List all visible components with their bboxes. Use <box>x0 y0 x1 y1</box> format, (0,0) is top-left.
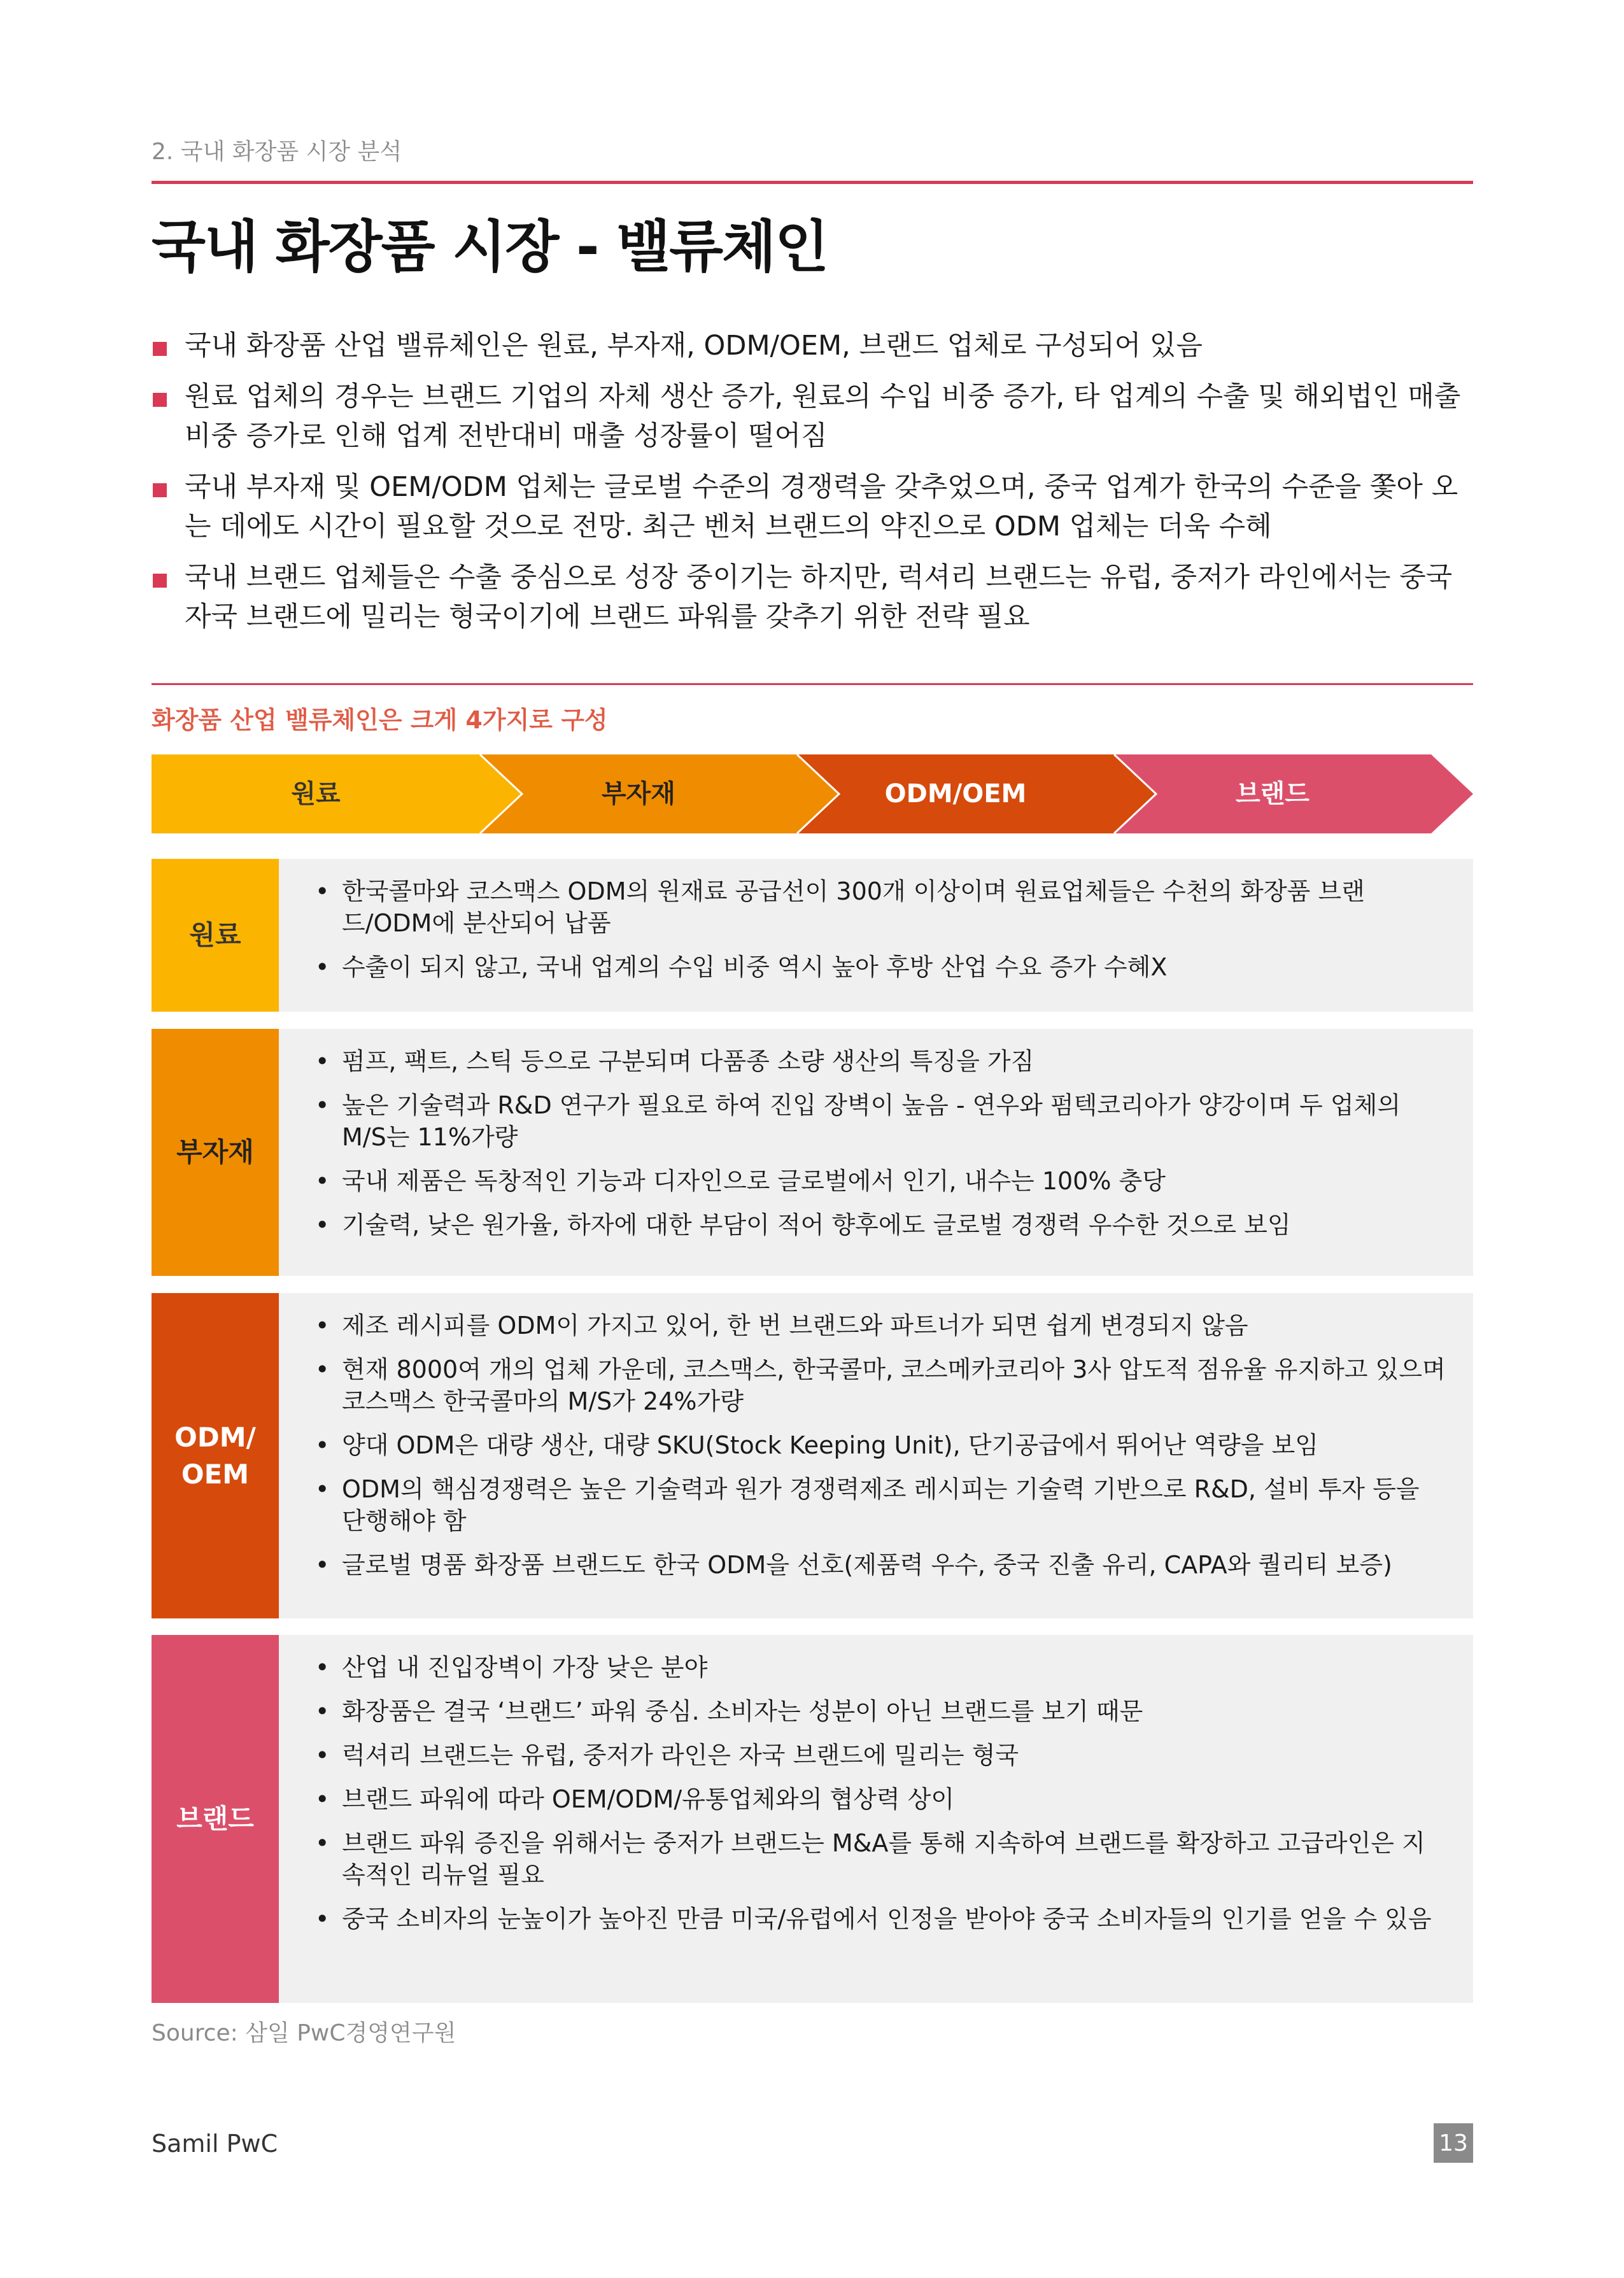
page-title: 국내 화장품 시장 - 밸류체인 <box>152 214 828 279</box>
square-bullet-icon <box>153 483 167 497</box>
list-item: • 한국콜마와 코스맥스 ODM의 원재료 공급선이 300개 이상이며 원료업체들은 수천의 화장품 브랜드/ODM에 분산되어 납품 <box>315 875 1448 939</box>
list-item: • 국내 제품은 독창적인 기능과 디자인으로 글로벌에서 인기, 내수는 100% 충당 <box>315 1165 1448 1197</box>
row-body-odm <box>279 1293 1473 1618</box>
list-item: • 펌프, 팩트, 스틱 등으로 구분되며 다품종 소량 생산의 특징을 가짐 <box>315 1045 1448 1077</box>
list-item: • 브랜드 파워에 따라 OEM/ODM/유통업체와의 협상력 상이 <box>315 1783 1448 1815</box>
list-item: • ODM의 핵심경쟁력은 높은 기술력과 원가 경쟁력제조 레시피는 기술력 기반으로 R&D, 설비 투자 등을 단행해야 함 <box>315 1473 1448 1537</box>
row-label-raw: 원료 <box>152 859 279 1012</box>
list-item: • 화장품은 결국 ‘브랜드’ 파워 중심. 소비자는 성분이 아닌 브랜드를 보기 때문 <box>315 1695 1448 1727</box>
row-bullet-list <box>315 875 1448 995</box>
row-label-brand: 브랜드 <box>152 1635 279 2003</box>
chain-row-odm <box>152 1293 1473 1618</box>
value-chain-chevrons <box>152 754 1473 833</box>
row-bullet-list <box>315 1652 1448 1947</box>
list-item: • 글로벌 명품 화장품 브랜드도 한국 ODM을 선호(제품력 우수, 중국 진출 유리, CAPA와 퀄리티 보증) <box>315 1549 1448 1581</box>
row-label-odm: ODM/ OEM <box>152 1293 279 1618</box>
footer-company: Samil PwC <box>152 2130 278 2158</box>
square-bullet-icon <box>153 574 167 588</box>
list-item: • 브랜드 파워 증진을 위해서는 중저가 브랜드는 M&A를 통해 지속하여 브랜드를 확장하고 고급라인은 지속적인 리뉴얼 필요 <box>315 1827 1448 1891</box>
chevron-label-odm: ODM/OEM <box>884 779 1027 809</box>
square-bullet-icon <box>153 342 167 356</box>
list-item: • 중국 소비자의 눈높이가 높아진 만큼 미국/유럽에서 인정을 받아야 중국 소비자들의 인기를 얻을 수 있음 <box>315 1903 1448 1935</box>
chain-row-brand <box>152 1635 1473 2003</box>
chevron-label-raw: 원료 <box>291 779 341 809</box>
list-item: • 산업 내 진입장벽이 가장 낮은 분야 <box>315 1652 1448 1683</box>
row-body-brand <box>279 1635 1473 2003</box>
list-item: • 기술력, 낮은 원가율, 하자에 대한 부담이 적어 향후에도 글로벌 경쟁력 우수한 것으로 보임 <box>315 1209 1448 1241</box>
value-chain-subheading: 화장품 산업 밸류체인은 크게 4가지로 구성 <box>152 706 608 734</box>
chevron-label-brand: 브랜드 <box>1236 779 1310 809</box>
header-rule <box>152 181 1473 184</box>
list-item: • 양대 ODM은 대량 생산, 대량 SKU(Stock Keeping Unit), 단기공급에서 뛰어난 역량을 보임 <box>315 1429 1448 1461</box>
list-item: • 럭셔리 브랜드는 유럽, 중저가 라인은 자국 브랜드에 밀리는 형국 <box>315 1739 1448 1771</box>
intro-bullet: 원료 업체의 경우는 브랜드 기업의 자체 생산 증가, 원료의 수입 비중 증가, 타 업계의 수출 및 해외법인 매출 비중 증가로 인해 업계 전반대비 매출 성장률이 떨어짐 <box>152 377 1476 456</box>
row-bullet-list <box>315 1045 1448 1253</box>
page-number: 13 <box>1434 2123 1473 2163</box>
row-label-packaging: 부자재 <box>152 1029 279 1276</box>
chevron-label-packaging: 부자재 <box>602 779 675 809</box>
square-bullet-icon <box>153 393 167 407</box>
section-rule <box>152 683 1473 685</box>
list-item: • 높은 기술력과 R&D 연구가 필요로 하여 진입 장벽이 높음 - 연우와 펌텍코리아가 양강이며 두 업체의 M/S는 11%가량 <box>315 1089 1448 1153</box>
intro-bullet-list <box>152 326 1476 648</box>
row-body-raw <box>279 859 1473 1012</box>
intro-bullet: 국내 화장품 산업 밸류체인은 원료, 부자재, ODM/OEM, 브랜드 업체로 구성되어 있음 <box>152 326 1476 365</box>
chain-row-packaging <box>152 1029 1473 1276</box>
list-item: • 현재 8000여 개의 업체 가운데, 코스맥스, 한국콜마, 코스메카코리아 3사 압도적 점유율 유지하고 있으며 코스맥스 한국콜마의 M/S가 24%가량 <box>315 1354 1448 1417</box>
chain-row-raw <box>152 859 1473 1012</box>
intro-bullet: 국내 브랜드 업체들은 수출 중심으로 성장 중이기는 하지만, 럭셔리 브랜드는 유럽, 중저가 라인에서는 중국 자국 브랜드에 밀리는 형국이기에 브랜드 파워를 갖추기 위한 전략 필요 <box>152 558 1476 637</box>
list-item: • 제조 레시피를 ODM이 가지고 있어, 한 번 브랜드와 파트너가 되면 쉽게 변경되지 않음 <box>315 1310 1448 1341</box>
row-bullet-list <box>315 1310 1448 1593</box>
row-body-packaging <box>279 1029 1473 1276</box>
intro-bullet: 국내 부자재 및 OEM/ODM 업체는 글로벌 수준의 경쟁력을 갖추었으며, 중국 업계가 한국의 수준을 쫓아 오는 데에도 시간이 필요할 것으로 전망. 최근 벤처 브랜드의 약진으로 ODM 업체는 더욱 수혜 <box>152 467 1476 546</box>
source-note: Source: 삼일 PwC경영연구원 <box>152 2020 456 2046</box>
list-item: • 수출이 되지 않고, 국내 업계의 수입 비중 역시 높아 후방 산업 수요 증가 수혜X <box>315 951 1448 983</box>
section-label: 2. 국내 화장품 시장 분석 <box>152 139 402 165</box>
